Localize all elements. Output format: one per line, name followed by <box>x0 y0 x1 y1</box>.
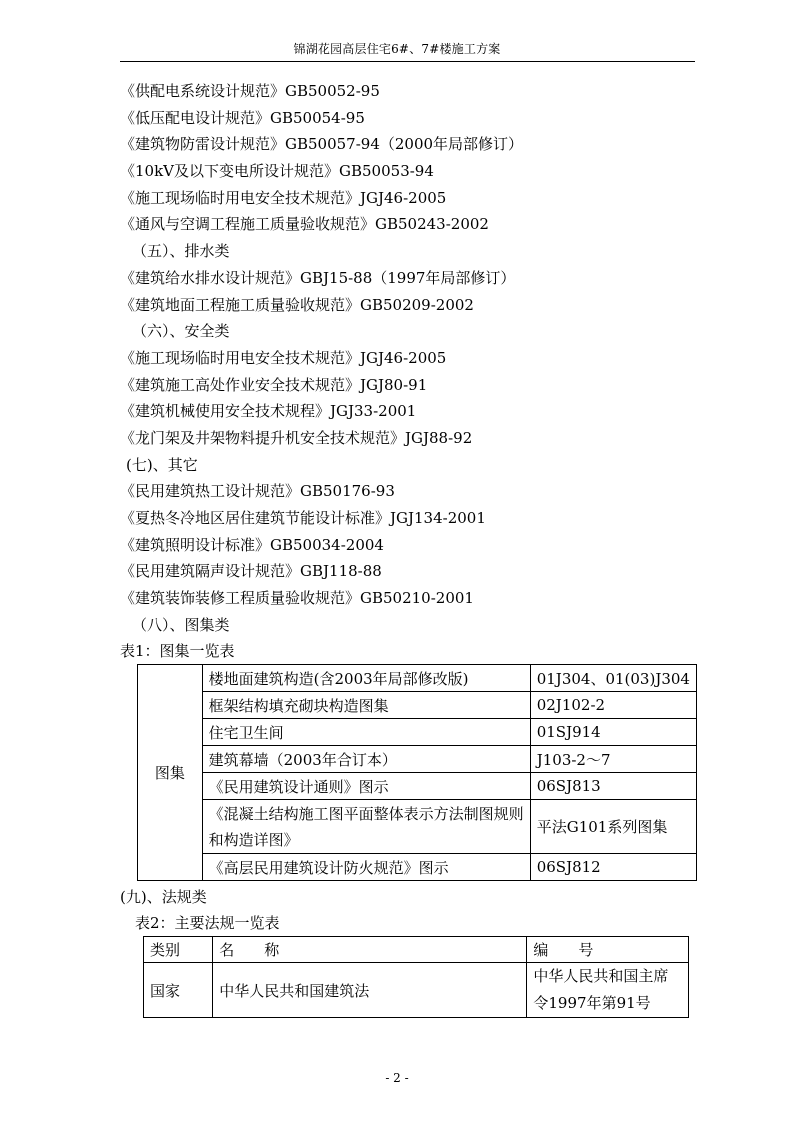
list-item: 《建筑装饰装修工程质量验收规范》GB50210-2001 <box>120 589 474 608</box>
table-category-cell: 图集 <box>138 665 203 881</box>
header-divider <box>120 61 695 62</box>
table-cell-name: 住宅卫生间 <box>202 719 530 746</box>
table-header-cell: 类别 <box>144 937 213 963</box>
table-row <box>138 746 697 773</box>
table-row <box>138 800 697 854</box>
table-cell-name: 建筑幕墙（2003年合订本） <box>202 746 530 773</box>
list-item: 《建筑机械使用安全技术规程》JGJ33-2001 <box>120 402 417 421</box>
list-item: 《低压配电设计规范》GB50054-95 <box>120 108 365 127</box>
list-item: 《民用建筑热工设计规范》GB50176-93 <box>120 482 395 501</box>
table-cell-code: 平法G101系列图集 <box>530 800 696 854</box>
regulations-table <box>143 936 689 1018</box>
list-item: 《供配电系统设计规范》GB50052-95 <box>120 82 380 100</box>
section-heading: （六）、安全类 <box>132 322 230 341</box>
table1-caption: 表1：图集一览表 <box>120 642 235 660</box>
table-cell-code: J103-2～7 <box>530 746 696 773</box>
table-row <box>138 665 697 692</box>
table-row <box>138 692 697 719</box>
list-item: 《民用建筑隔声设计规范》GBJ118-88 <box>120 562 382 581</box>
table2-caption: 表2：主要法规一览表 <box>135 914 280 932</box>
list-item: 《通风与空调工程施工质量验收规范》GB50243-2002 <box>120 215 489 234</box>
table-cell-name: 框架结构填充砌块构造图集 <box>202 692 530 719</box>
table-row <box>144 963 689 1018</box>
standards-list <box>120 78 700 638</box>
table-cell-name: 楼地面建筑构造(含2003年局部修改版) <box>202 665 530 692</box>
list-item: 《施工现场临时用电安全技术规范》JGJ46-2005 <box>120 348 447 367</box>
page-header: 锦湖花园高层住宅6#、7#楼施工方案 <box>293 42 501 56</box>
table-cell-code: 06SJ813 <box>530 773 696 800</box>
table-cell-name: 《高层民用建筑设计防火规范》图示 <box>202 854 530 881</box>
table-cell-name: 《民用建筑设计通则》图示 <box>202 773 530 800</box>
list-item: 《施工现场临时用电安全技术规范》JGJ46-2005 <box>120 188 447 207</box>
table-row <box>138 719 697 746</box>
table-row <box>138 854 697 881</box>
table-header-cell: 名 称 <box>213 937 527 963</box>
list-item: 《建筑物防雷设计规范》GB50057-94（2000年局部修订） <box>120 135 524 154</box>
table-cell-code: 01SJ914 <box>530 719 696 746</box>
list-item: 《建筑给水排水设计规范》GBJ15-88（1997年局部修订） <box>120 268 516 287</box>
table-cell-code: 06SJ812 <box>530 854 696 881</box>
list-item: 《建筑地面工程施工质量验收规范》GB50209-2002 <box>120 295 474 314</box>
page-number: - 2 - <box>385 1071 409 1085</box>
atlas-table <box>137 664 697 881</box>
section-heading: (七)、其它 <box>126 455 198 474</box>
section-heading: （八）、图集类 <box>132 615 230 634</box>
table-row <box>138 773 697 800</box>
list-item: 《夏热冬冷地区居住建筑节能设计标准》JGJ134-2001 <box>120 509 486 527</box>
list-item: 《龙门架及井架物料提升机安全技术规范》JGJ88-92 <box>120 428 473 447</box>
table-cell-code: 02J102-2 <box>530 692 696 719</box>
table-header-row <box>144 937 689 963</box>
table-cell-category: 国家 <box>144 963 213 1018</box>
list-item: 《建筑照明设计标准》GB50034-2004 <box>120 535 384 554</box>
table-header-cell: 编 号 <box>527 937 689 963</box>
list-item: 《10kV及以下变电所设计规范》GB50053-94 <box>120 162 434 181</box>
table-cell-code: 01J304、01(03)J304 <box>530 665 696 692</box>
table-cell-number: 中华人民共和国主席令1997年第91号 <box>527 963 689 1018</box>
list-item: 《建筑施工高处作业安全技术规范》JGJ80-91 <box>120 375 428 394</box>
section-heading: (九)、法规类 <box>120 888 207 906</box>
table-cell-name: 《混凝土结构施工图平面整体表示方法制图规则和构造详图》 <box>202 800 530 854</box>
table-cell-name: 中华人民共和国建筑法 <box>213 963 527 1018</box>
section-heading: （五）、排水类 <box>132 242 230 261</box>
